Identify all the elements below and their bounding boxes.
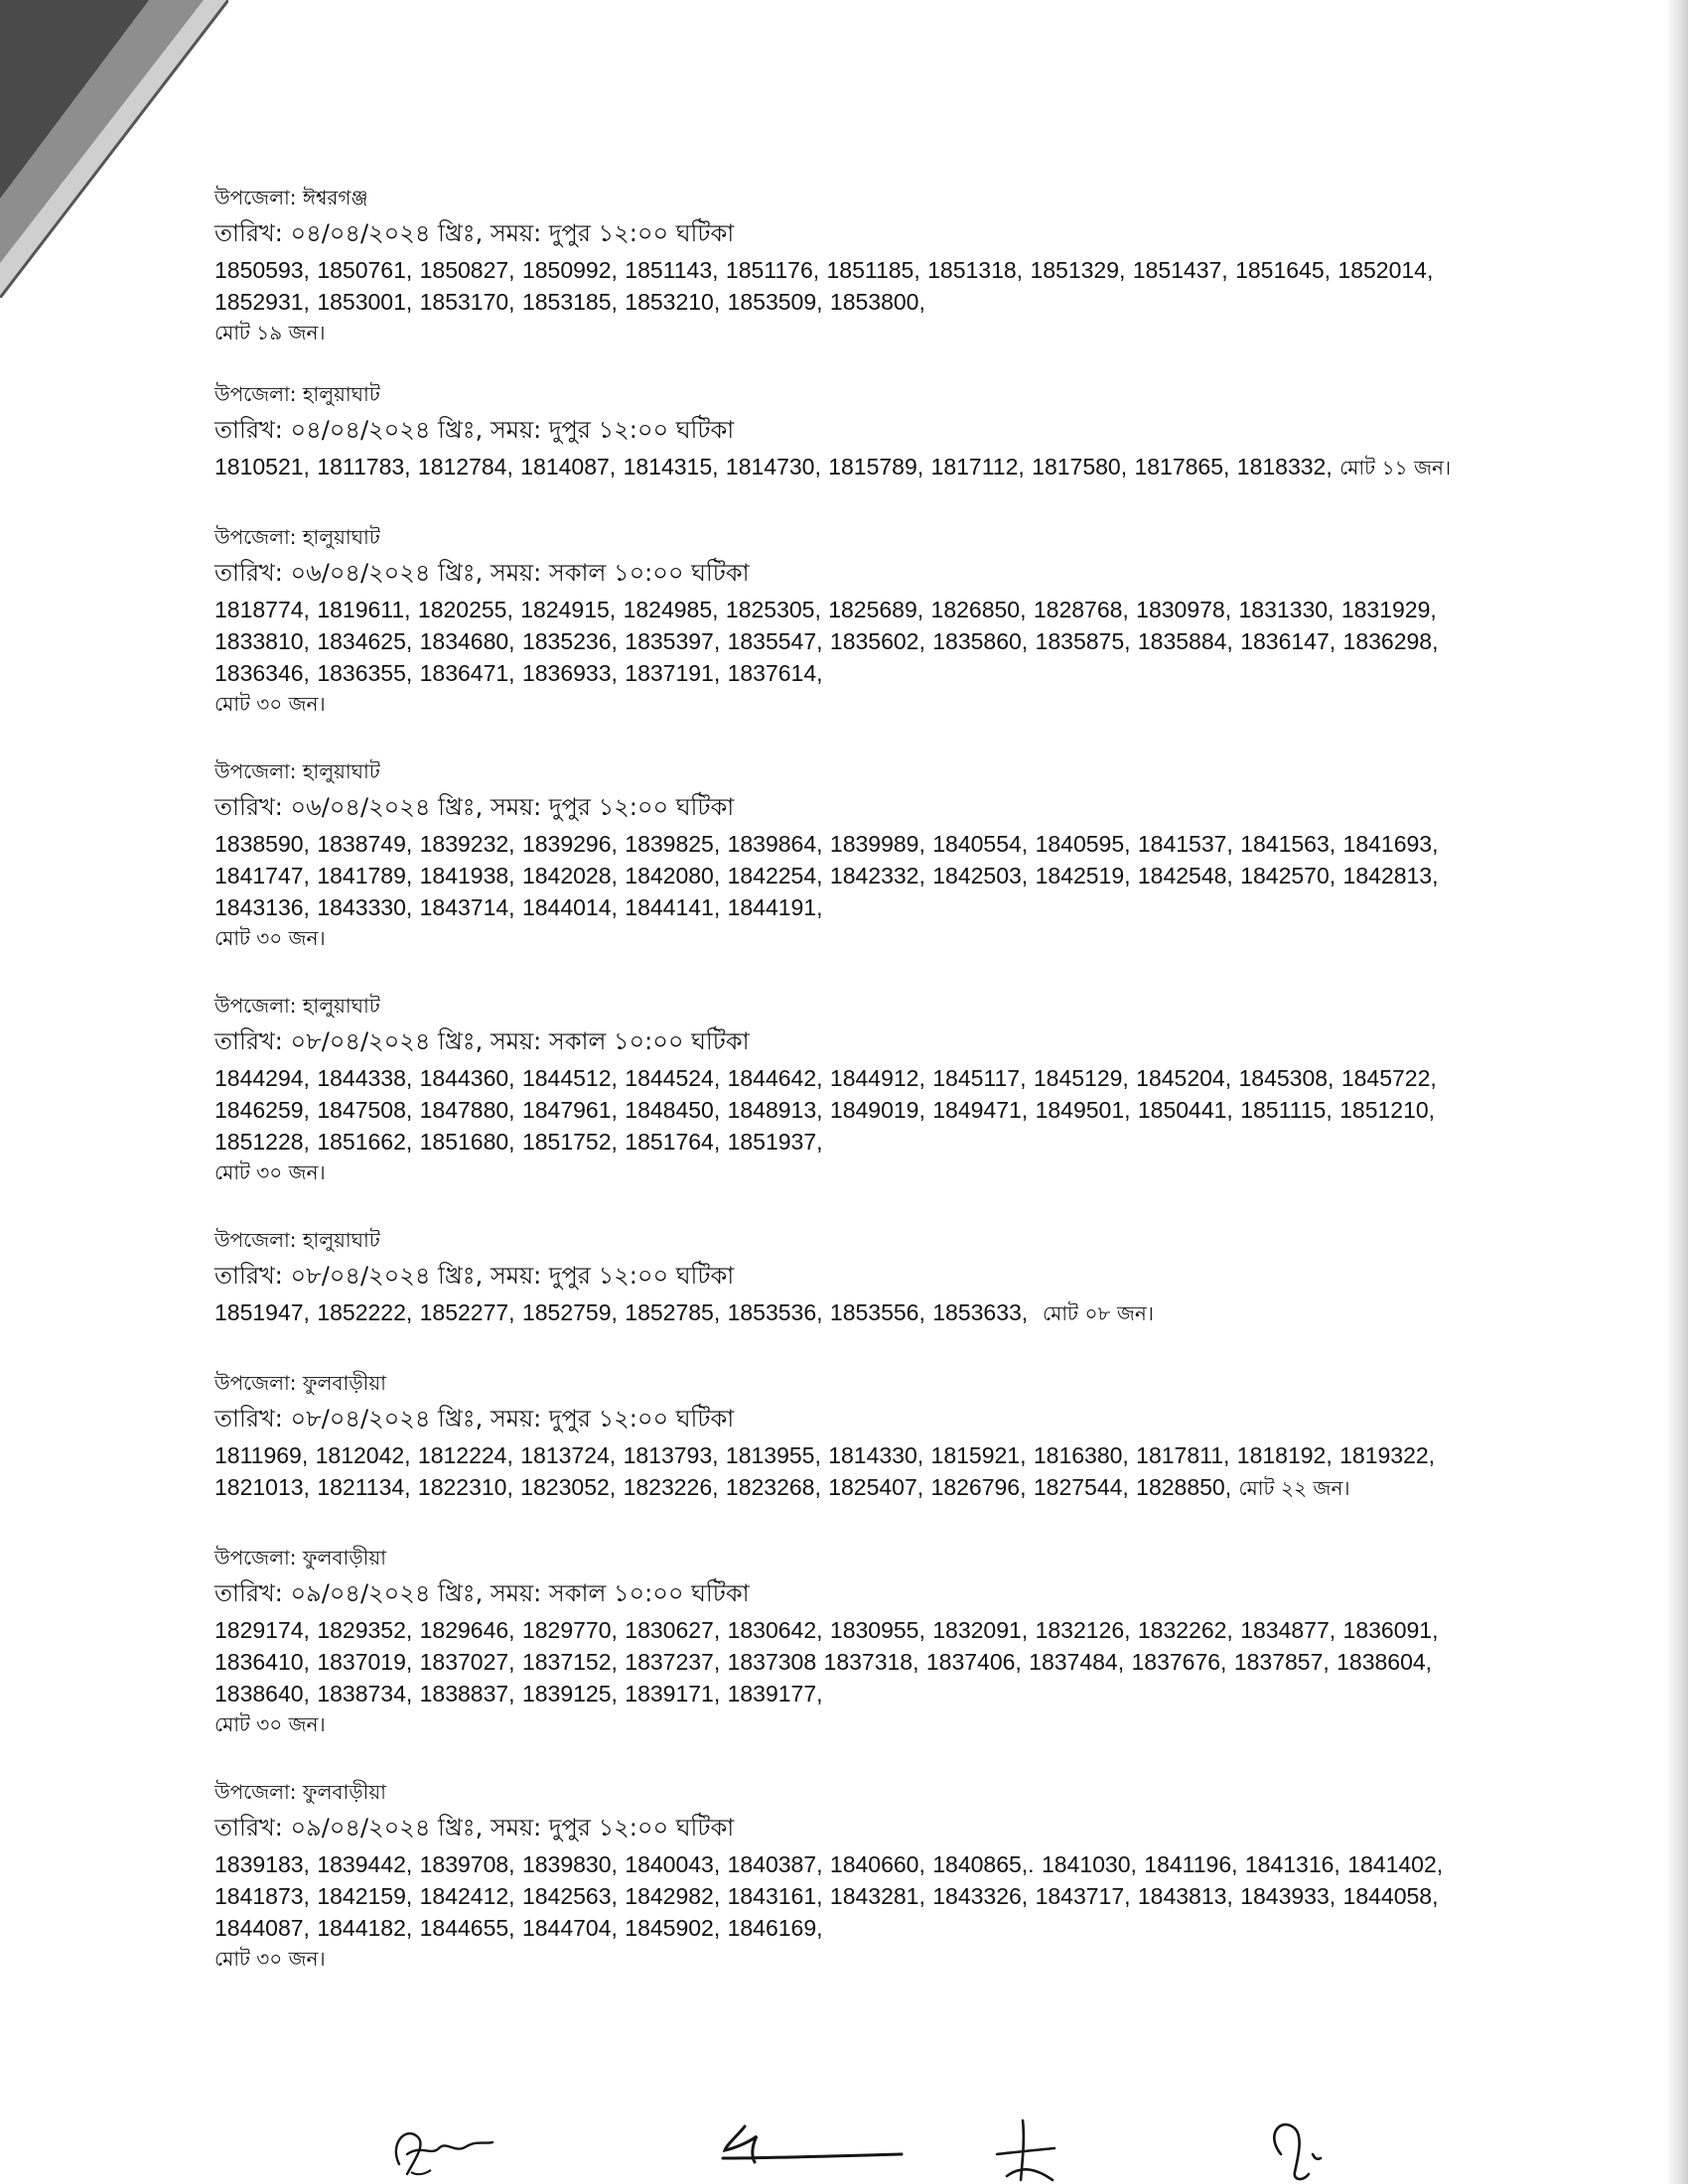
date-time-line: তারিখ: ০৯/০৪/২০২৪ খ্রিঃ, সময়: সকাল ১০:০০ ঘটিকা [214, 1579, 750, 1607]
upazila-heading: উপজেলা: ফুলবাড়ীয়া [214, 1780, 386, 1804]
roll-number-list [214, 1439, 1466, 1505]
upazila-heading: উপজেলা: হালুয়াঘাট [214, 994, 380, 1018]
signature-row [377, 2115, 1370, 2184]
exam-schedule-section [214, 1225, 1466, 1330]
signature-2 [705, 2115, 904, 2184]
date-time-line: তারিখ: ০৪/০৪/২০২৪ খ্রিঃ, সময়: দুপুর ১২:০০ ঘটিকা [214, 416, 735, 444]
upazila-heading: উপজেলা: ঈশ্বরগঞ্জ [214, 186, 368, 209]
date-time-line: তারিখ: ০৬/০৪/২০২৪ খ্রিঃ, সময়: সকাল ১০:০০ ঘটিকা [214, 559, 750, 587]
roll-number-list [214, 1297, 1466, 1330]
date-time-line: তারিখ: ০৮/০৪/২০২৪ খ্রিঃ, সময়: দুপুর ১২:০০ ঘটিকা [214, 1262, 735, 1290]
upazila-heading: উপজেলা: ফুলবাড়ীয়া [214, 1546, 386, 1570]
exam-schedule-section [214, 183, 1466, 347]
page-right-edge-shadow [1666, 0, 1688, 2184]
date-time-line: তারিখ: ০৮/০৪/২০২৪ খ্রিঃ, সময়: সকাল ১০:০০ ঘটিকা [214, 1027, 750, 1055]
date-time-line: তারিখ: ০৮/০৪/২০২৪ খ্রিঃ, সময়: দুপুর ১২:০০ ঘটিকা [214, 1405, 735, 1433]
total-count: মোট ১৯ জন। [214, 321, 326, 344]
total-count: মোট ২২ জন। [1238, 1478, 1350, 1500]
roll-number-list: 1844294, 1844338, 1844360, 1844512, 1844524, 1844642, 1844912, 1845117, 1845129, 1845204, 1845308, 1845722, 1846259, 1847508, 1847880, 1847961, 1848450, 1848913, 1849019, 1849471, 1849501, 1850441, 1851115, 1851210, 1851228, 1851662, 1851680, 1851752, 1851764, 1851937, [214, 1065, 1437, 1155]
roll-number-list: 1818774, 1819611, 1820255, 1824915, 1824985, 1825305, 1825689, 1826850, 1828768, 1830978, 1831330, 1831929, 1833810, 1834625, 1834680, 1835236, 1835397, 1835547, 1835602, 1835860, 1835875, 1835884, 1836147, 1836298, 1836346, 1836355, 1836471, 1836933, 1837191, 1837614, [214, 597, 1439, 686]
roll-number-list: 1839183, 1839442, 1839708, 1839830, 1840043, 1840387, 1840660, 1840865,. 1841030, 1841196, 1841316, 1841402, 1841873, 1842159, 1842412, 1842563, 1842982, 1843161, 1843281, 1843326, 1843717, 1843813, 1843933, 1844058, 1844087, 1844182, 1844655, 1844704, 1845902, 1846169, [214, 1851, 1444, 1941]
total-count: মোট ০৮ জন। [1042, 1303, 1154, 1325]
roll-number-list: 1829174, 1829352, 1829646, 1829770, 1830627, 1830642, 1830955, 1832091, 1832126, 1832262, 1834877, 1836091, 1836410, 1837019, 1837027, 1837152, 1837237, 1837308 1837318, 1837406, 1837484, 1837676, 1837857, 1838604, 1838640, 1838734, 1838837, 1839125, 1839171, 1839177, [214, 1617, 1439, 1706]
total-count: মোট ৩০ জন। [214, 692, 326, 716]
roll-numbers: 1810521, 1811783, 1812784, 1814087, 1814315, 1814730, 1815789, 1817112, 1817580, 1817865, 1818332, [214, 454, 1333, 479]
roll-number-list: 1838590, 1838749, 1839232, 1839296, 1839825, 1839864, 1839989, 1840554, 1840595, 1841537, 1841563, 1841693, 1841747, 1841789, 1841938, 1842028, 1842080, 1842254, 1842332, 1842503, 1842519, 1842548, 1842570, 1842813, 1843136, 1843330, 1843714, 1844014, 1844141, 1844191, [214, 831, 1439, 920]
total-count: মোট ৩০ জন। [214, 1712, 326, 1736]
document-body [214, 183, 1466, 1974]
upazila-heading: উপজেলা: ফুলবাড়ীয়া [214, 1371, 386, 1395]
upazila-heading: উপজেলা: হালুয়াঘাট [214, 759, 380, 783]
total-count: মোট ৩০ জন। [214, 926, 326, 950]
date-time-line: তারিখ: ০৬/০৪/২০২৪ খ্রিঃ, সময়: দুপুর ১২:০০ ঘটিকা [214, 793, 735, 821]
roll-number-list: 1850593, 1850761, 1850827, 1850992, 1851143, 1851176, 1851185, 1851318, 1851329, 1851437, 1851645, 1852014, 1852931, 1853001, 1853170, 1853185, 1853210, 1853509, 1853800, [214, 257, 1434, 315]
signature-4 [1251, 2115, 1350, 2184]
exam-schedule-section [214, 1777, 1466, 1974]
folded-page-corner [0, 0, 228, 298]
date-time-line: তারিখ: ০৪/০৪/২০২৪ খ্রিঃ, সময়: দুপুর ১২:০০ ঘটিকা [214, 219, 735, 247]
roll-numbers: 1851947, 1852222, 1852277, 1852759, 1852785, 1853536, 1853556, 1853633, [214, 1299, 1029, 1325]
total-count: মোট ৩০ জন। [214, 1160, 326, 1184]
total-count: মোট ১১ জন। [1339, 458, 1452, 479]
upazila-heading: উপজেলা: হালুয়াঘাট [214, 525, 380, 549]
roll-numbers: 1811969, 1812042, 1812224, 1813724, 1813793, 1813955, 1814330, 1815921, 1816380, 1817811, 1818192, 1819322, 1821013, 1821134, 1822310, 1823052, 1823226, 1823268, 1825407, 1826796, 1827544, 1828850, [214, 1442, 1436, 1500]
date-time-line: তারিখ: ০৯/০৪/২০২৪ খ্রিঃ, সময়: দুপুর ১২:০০ ঘটিকা [214, 1814, 735, 1842]
exam-schedule-section [214, 379, 1466, 484]
upazila-heading: উপজেলা: হালুয়াঘাট [214, 1228, 380, 1252]
signature-1 [377, 2115, 496, 2184]
exam-schedule-section [214, 991, 1466, 1187]
upazila-heading: উপজেলা: হালুয়াঘাট [214, 382, 380, 406]
total-count: মোট ৩০ জন। [214, 1947, 326, 1971]
exam-schedule-section [214, 522, 1466, 719]
exam-schedule-section [214, 1368, 1466, 1505]
exam-schedule-section [214, 1543, 1466, 1739]
exam-schedule-section [214, 756, 1466, 953]
roll-number-list [214, 451, 1466, 484]
signature-3 [983, 2115, 1072, 2184]
